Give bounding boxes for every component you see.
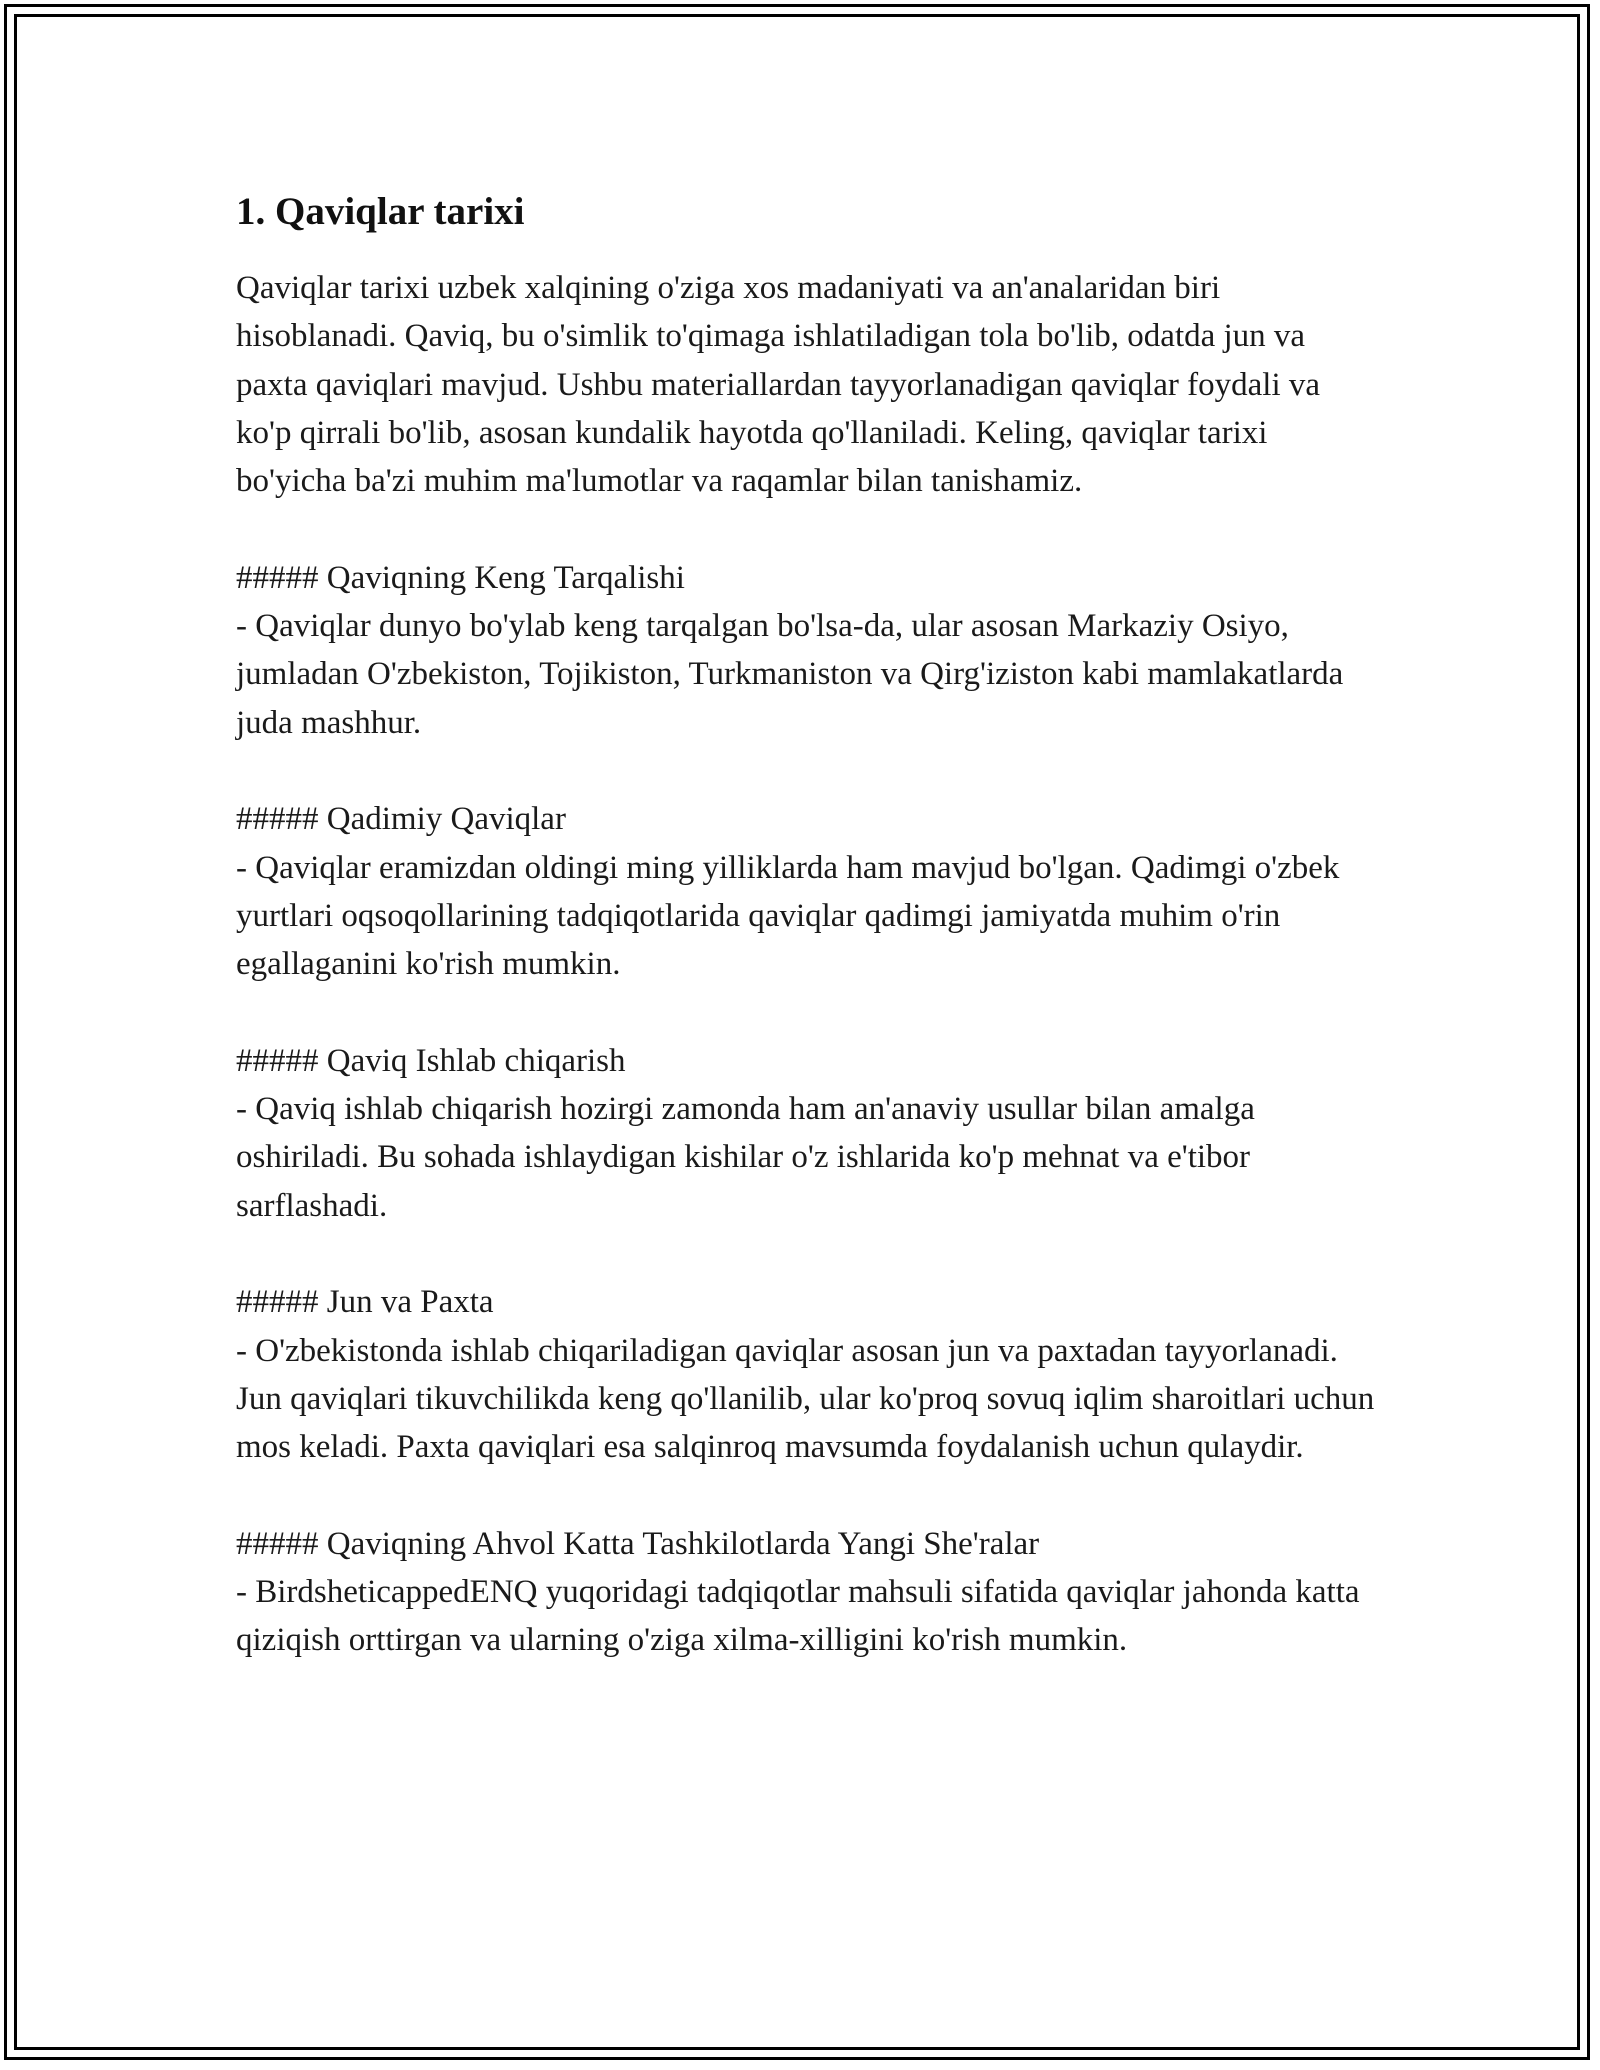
section-katta-tashkilotlar <box>236 1520 1376 1665</box>
section-body: - Qaviqlar eramizdan oldingi ming yilliklarda ham mavjud bo'lgan. Qadimgi o'zbek yurtlari oqsoqollarining tadqiqotlarida qaviqlar qadimgi jamiyatda muhim o'rin egallaganini ko'rish mumkin. <box>236 849 1340 983</box>
section-body: - O'zbekistonda ishlab chiqariladigan qaviqlar asosan jun va paxtadan tayyorlanadi. Jun qaviqlari tikuvchilikda keng qo'llanilib, ular ko'proq sovuq iqlim sharoitlari uchun mos keladi. Paxta qaviqlari esa salqinroq mavsumda foydalanish uchun qulaydir. <box>236 1332 1375 1466</box>
section-body: - Qaviq ishlab chiqarish hozirgi zamonda ham an'anaviy usullar bilan amalga oshiriladi. Bu sohada ishlaydigan kishilar o'z ishlarida ko'p mehnat va e'tibor sarflashadi. <box>236 1091 1255 1224</box>
section-heading: ##### Jun va Paxta <box>236 1284 494 1321</box>
section-heading: ##### Qaviqning Keng Tarqalishi <box>236 559 685 596</box>
section-body: - Qaviqlar dunyo bo'ylab keng tarqalgan bo'lsa-da, ular asosan Markaziy Osiyo, jumladan O'zbekiston, Tojikiston, Turkmaniston va Qirg'iziston kabi mamlakatlarda juda mashhur. <box>236 608 1344 741</box>
section-heading: ##### Qadimiy Qaviqlar <box>236 801 566 838</box>
section-body: - BirdsheticappedENQ yuqoridagi tadqiqotlar mahsuli sifatida qaviqlar jahonda katta qiziqish orttirgan va ularning o'ziga xilma-xilligini ko'rish mumkin. <box>236 1574 1360 1659</box>
section-heading: ##### Qaviqning Ahvol Katta Tashkilotlarda Yangi She'ralar <box>236 1525 1040 1562</box>
section-qadimiy-qaviqlar <box>236 795 1376 988</box>
document-content <box>236 186 1376 1665</box>
section-keng-tarqalishi <box>236 554 1376 747</box>
section-ishlab-chiqarish <box>236 1037 1376 1230</box>
section-jun-va-paxta <box>236 1278 1376 1471</box>
intro-paragraph: Qaviqlar tarixi uzbek xalqining o'ziga xos madaniyati va an'analaridan biri hisoblanadi. Qaviq, bu o'simlik to'qimaga ishlatiladigan tola bo'lib, odatda jun va paxta qaviqlari mavjud. Ushbu materiallardan tayyorlanadigan qaviqlar foydali va ko'p qirrali bo'lib, asosan kundalik hayotda qo'llaniladi. Keling, qaviqlar tarixi bo'yicha ba'zi muhim ma'lumotlar va raqamlar bilan tanishamiz. <box>236 270 1321 500</box>
section-heading: ##### Qaviq Ishlab chiqarish <box>236 1042 626 1079</box>
document-title: 1. Qaviqlar tarixi <box>236 190 525 233</box>
